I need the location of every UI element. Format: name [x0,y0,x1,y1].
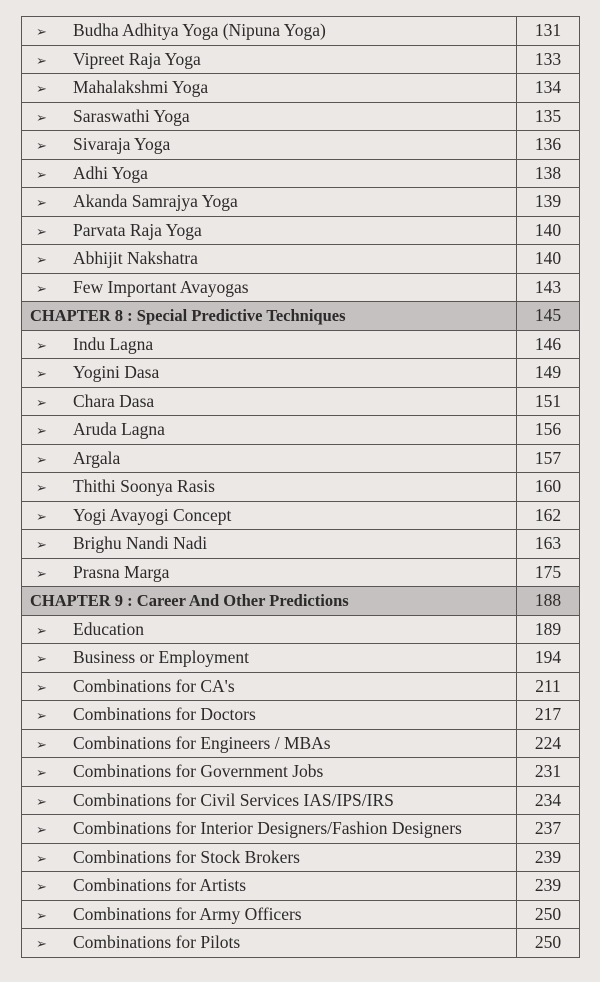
entry-title-cell [22,416,517,445]
toc-row [22,17,580,46]
entry-title: Yogini Dasa [73,362,160,383]
toc-row [22,644,580,673]
toc-row [22,672,580,701]
toc-row [22,615,580,644]
page-number: 163 [517,530,580,559]
entry-title: Few Important Avayogas [73,276,249,297]
entry-title-cell [22,330,517,359]
arrow-bullet-icon: ➢ [36,708,47,724]
page-number: 149 [517,359,580,388]
toc-row [22,188,580,217]
entry-title: Combinations for Stock Brokers [73,846,300,867]
entry-title-cell [22,473,517,502]
arrow-bullet-icon: ➢ [36,52,47,68]
entry-title: Combinations for Interior Designers/Fashion Designers [73,818,462,839]
entry-title-cell [22,131,517,160]
page-number: 138 [517,159,580,188]
entry-title: Mahalakshmi Yoga [73,77,209,98]
entry-title: Combinations for Pilots [73,932,241,953]
arrow-bullet-icon: ➢ [36,451,47,467]
entry-title: Adhi Yoga [73,162,148,183]
toc-row [22,900,580,929]
page-number: 162 [517,501,580,530]
chapter-title: CHAPTER 9 : Career And Other Predictions [30,590,349,610]
page-number: 250 [517,900,580,929]
entry-title: Argala [73,447,121,468]
toc-row [22,729,580,758]
arrow-bullet-icon: ➢ [36,223,47,239]
toc-row [22,786,580,815]
entry-title: Akanda Samrajya Yoga [73,191,238,212]
arrow-bullet-icon: ➢ [36,280,47,296]
page-number: 134 [517,74,580,103]
arrow-bullet-icon: ➢ [36,679,47,695]
page-number: 151 [517,387,580,416]
arrow-bullet-icon: ➢ [36,622,47,638]
entry-title: Combinations for Doctors [73,704,256,725]
page-number: 133 [517,45,580,74]
page-number: 146 [517,330,580,359]
arrow-bullet-icon: ➢ [36,907,47,923]
page-number: 140 [517,245,580,274]
page-number: 211 [517,672,580,701]
arrow-bullet-icon: ➢ [36,423,47,439]
arrow-bullet-icon: ➢ [36,736,47,752]
toc-row [22,387,580,416]
entry-title: Business or Employment [73,647,249,668]
entry-title: Abhijit Nakshatra [73,248,198,269]
page-number: 250 [517,929,580,958]
chapter-title: CHAPTER 8 : Special Predictive Techniques [30,305,346,325]
entry-title-cell [22,587,517,616]
toc-row [22,159,580,188]
toc-row [22,330,580,359]
page-number: 140 [517,216,580,245]
entry-title-cell [22,74,517,103]
toc-row [22,872,580,901]
page-number: 160 [517,473,580,502]
arrow-bullet-icon: ➢ [36,565,47,581]
arrow-bullet-icon: ➢ [36,936,47,952]
entry-title-cell [22,615,517,644]
page-number: 145 [517,302,580,331]
entry-title-cell [22,444,517,473]
entry-title-cell [22,872,517,901]
page-number: 224 [517,729,580,758]
entry-title: Brighu Nandi Nadi [73,533,208,554]
toc-row [22,216,580,245]
toc-row [22,815,580,844]
entry-title: Vipreet Raja Yoga [73,48,201,69]
arrow-bullet-icon: ➢ [36,822,47,838]
page-number: 131 [517,17,580,46]
page-number: 234 [517,786,580,815]
arrow-bullet-icon: ➢ [36,850,47,866]
arrow-bullet-icon: ➢ [36,480,47,496]
toc-row [22,444,580,473]
entry-title: Combinations for Army Officers [73,903,302,924]
entry-title-cell [22,644,517,673]
arrow-bullet-icon: ➢ [36,81,47,97]
toc-body [22,17,580,958]
toc-row [22,102,580,131]
toc-row [22,416,580,445]
page-number: 239 [517,872,580,901]
entry-title: Indu Lagna [73,333,154,354]
entry-title-cell [22,273,517,302]
arrow-bullet-icon: ➢ [36,508,47,524]
entry-title: Thithi Soonya Rasis [73,476,215,497]
entry-title-cell [22,359,517,388]
entry-title-cell [22,900,517,929]
entry-title-cell [22,245,517,274]
page-number: 217 [517,701,580,730]
arrow-bullet-icon: ➢ [36,765,47,781]
chapter-row [22,587,580,616]
entry-title-cell [22,501,517,530]
arrow-bullet-icon: ➢ [36,793,47,809]
arrow-bullet-icon: ➢ [36,394,47,410]
arrow-bullet-icon: ➢ [36,537,47,553]
arrow-bullet-icon: ➢ [36,366,47,382]
toc-row [22,131,580,160]
arrow-bullet-icon: ➢ [36,195,47,211]
page-number: 139 [517,188,580,217]
entry-title: Combinations for Engineers / MBAs [73,732,331,753]
entry-title-cell [22,843,517,872]
page-number: 231 [517,758,580,787]
entry-title-cell [22,387,517,416]
page-number: 194 [517,644,580,673]
page-number: 239 [517,843,580,872]
entry-title: Combinations for Civil Services IAS/IPS/IRS [73,789,394,810]
arrow-bullet-icon: ➢ [36,252,47,268]
entry-title: Saraswathi Yoga [73,105,190,126]
arrow-bullet-icon: ➢ [36,24,47,40]
entry-title-cell [22,558,517,587]
entry-title: Combinations for CA's [73,675,235,696]
entry-title: Aruda Lagna [73,419,165,440]
entry-title-cell [22,216,517,245]
arrow-bullet-icon: ➢ [36,879,47,895]
entry-title: Sivaraja Yoga [73,134,171,155]
entry-title-cell [22,815,517,844]
toc-row [22,701,580,730]
entry-title-cell [22,17,517,46]
entry-title-cell [22,302,517,331]
toc-row [22,273,580,302]
chapter-row [22,302,580,331]
page-number: 135 [517,102,580,131]
entry-title: Combinations for Government Jobs [73,761,324,782]
entry-title-cell [22,188,517,217]
toc-row [22,473,580,502]
toc-row [22,843,580,872]
entry-title: Combinations for Artists [73,875,247,896]
toc-row [22,501,580,530]
entry-title: Yogi Avayogi Concept [73,504,232,525]
entry-title: Budha Adhitya Yoga (Nipuna Yoga) [73,20,326,41]
page-number: 189 [517,615,580,644]
entry-title-cell [22,929,517,958]
toc-row [22,74,580,103]
entry-title: Chara Dasa [73,390,155,411]
entry-title-cell [22,159,517,188]
entry-title: Education [73,618,144,639]
entry-title: Parvata Raja Yoga [73,219,202,240]
page-number: 157 [517,444,580,473]
toc-row [22,530,580,559]
entry-title-cell [22,701,517,730]
entry-title-cell [22,786,517,815]
arrow-bullet-icon: ➢ [36,337,47,353]
toc-row [22,45,580,74]
page-number: 136 [517,131,580,160]
arrow-bullet-icon: ➢ [36,138,47,154]
toc-row [22,359,580,388]
toc-row [22,758,580,787]
toc-row [22,558,580,587]
page-number: 188 [517,587,580,616]
entry-title-cell [22,530,517,559]
arrow-bullet-icon: ➢ [36,166,47,182]
entry-title-cell [22,45,517,74]
toc-row [22,245,580,274]
page-number: 175 [517,558,580,587]
entry-title-cell [22,758,517,787]
arrow-bullet-icon: ➢ [36,109,47,125]
page-number: 143 [517,273,580,302]
entry-title: Prasna Marga [73,561,170,582]
toc-row [22,929,580,958]
arrow-bullet-icon: ➢ [36,651,47,667]
entry-title-cell [22,102,517,131]
page-number: 237 [517,815,580,844]
entry-title-cell [22,672,517,701]
table-of-contents [21,16,580,958]
page-number: 156 [517,416,580,445]
entry-title-cell [22,729,517,758]
